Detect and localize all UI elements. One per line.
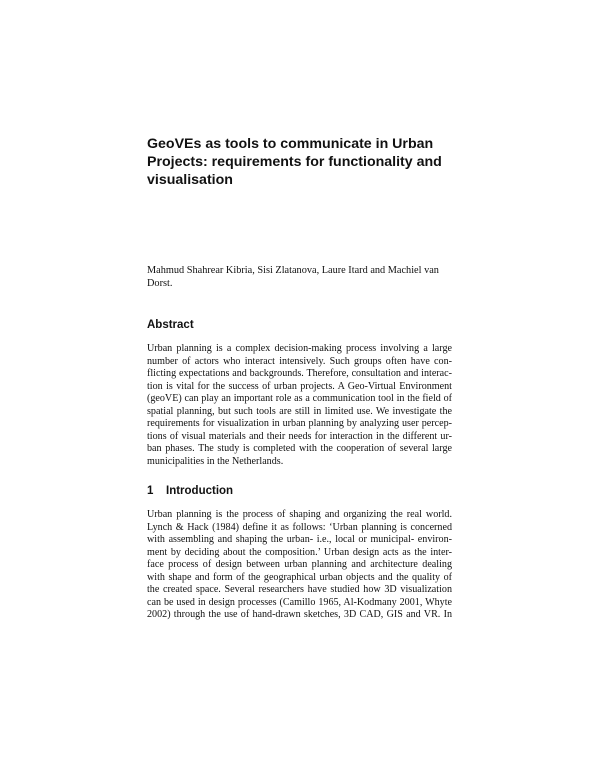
abstract-line: Urban planning is a complex decision-making process involving a large [147,343,452,354]
introduction-heading [147,484,233,498]
abstract-heading: Abstract [147,319,194,331]
introduction-line: can be used in design processes (Camillo 1965, Al-Kodmany 2001, Whyte [147,596,452,608]
abstract-line: spatial planning, but such tools are still in limited use. We investigate the [147,405,452,417]
section-title: Introduction [166,485,234,497]
introduction-line: with assembling and shaping the urban- i.e., local or municipal- environ- [147,534,452,545]
abstract-line: tions of visual materials and their needs for interaction in the different ur- [147,430,452,442]
introduction-line: with shape and form of the geographical urban objects and the quality of [147,571,452,583]
abstract-line: ban phases. The study is completed with the cooperation of several large [147,443,452,454]
abstract-line: tion is vital for the success of urban projects. A Geo-Virtual Environment [147,380,452,392]
abstract-line: (geoVE) can play an important role as a communication tool in the field of [147,393,452,404]
abstract-body [147,343,452,468]
title-line: Projects: requirements for functionality and [147,154,442,170]
introduction-line: face process of design between urban planning and architecture dealing [147,559,452,570]
author-list [147,264,457,290]
author-line: Dorst. [147,278,173,289]
introduction-line: Urban planning is the process of shaping and organizing the real world. [147,509,452,520]
title-line: GeoVEs as tools to communicate in Urban [147,136,434,152]
section-number: 1 [147,485,154,497]
abstract-line: flicting expectations and backgrounds. Therefore, consultation and interac- [147,368,452,379]
introduction-body [147,509,452,622]
introduction-line: the created space. Several researchers have studied how 3D visualization [147,584,452,595]
paper-title [147,135,467,189]
introduction-line: Lynch & Hack (1984) define it as follows: ‘Urban planning is concerned [147,521,452,533]
abstract-line: number of actors who interact intensively. Such groups often have con- [147,355,452,367]
author-line: Mahmud Shahrear Kibria, Sisi Zlatanova, Laure Itard and Machiel van [147,265,439,276]
abstract-line: municipalities in the Netherlands. [147,455,284,467]
abstract-line: requirements for visualization in urban planning by analyzing user percep- [147,418,452,429]
introduction-line: 2002) through the use of hand-drawn sketches, 3D CAD, GIS and VR. In [147,609,452,620]
introduction-line: ment by deciding about the composition.’ Urban design acts as the inter- [147,546,452,558]
title-line: visualisation [147,172,233,188]
